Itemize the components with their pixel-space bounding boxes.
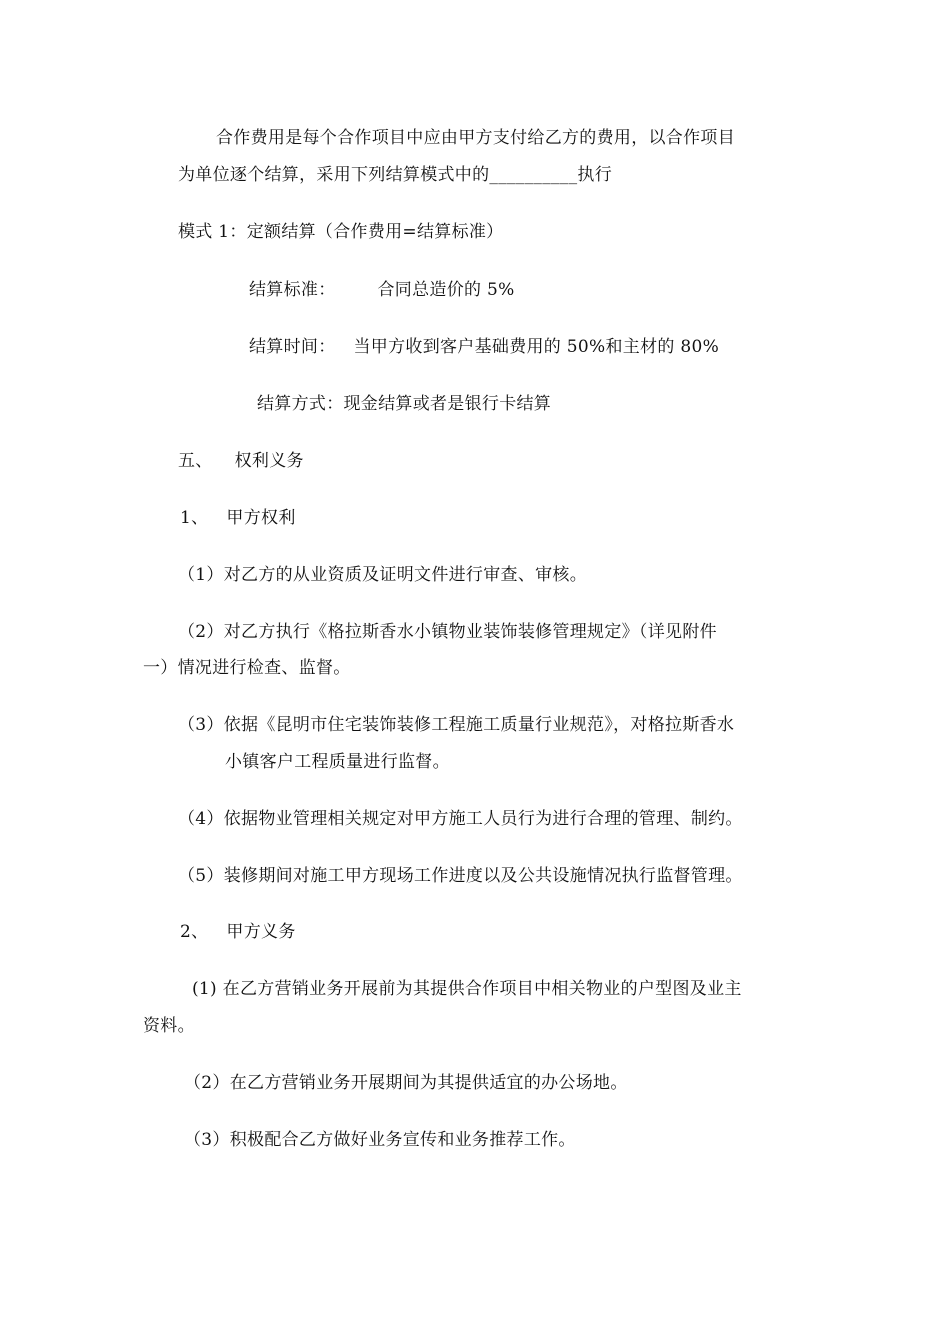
- section-number: 五、: [178, 451, 213, 471]
- list-item: (1) 在乙方营销业务开展前为其提供合作项目中相关物业的户型图及业主: [192, 979, 742, 999]
- method-row: 结算方式：现金结算或者是银行卡结算: [257, 394, 552, 414]
- subsection-number: 1、: [180, 508, 209, 528]
- list-item: （2）对乙方执行《格拉斯香水小镇物业装饰装修管理规定》（详见附件: [178, 622, 717, 642]
- subsection-title: 甲方义务: [226, 922, 296, 942]
- list-item: （3）积极配合乙方做好业务宣传和业务推荐工作。: [184, 1130, 576, 1150]
- section-title: 权利义务: [234, 451, 304, 471]
- list-item-continuation: 一）情况进行检查、监督。: [143, 658, 351, 678]
- subsection-title: 甲方权利: [226, 508, 296, 528]
- list-item: （4）依据物业管理相关规定对甲方施工人员行为进行合理的管理、制约。: [178, 809, 743, 829]
- list-item: （1）对乙方的从业资质及证明文件进行审查、审核。: [178, 565, 588, 585]
- list-item: （5）装修期间对施工甲方现场工作进度以及公共设施情况执行监督管理。: [178, 866, 743, 886]
- list-item: （3）依据《昆明市住宅装饰装修工程施工质量行业规范》，对格拉斯香水: [178, 715, 735, 735]
- list-item: （2）在乙方营销业务开展期间为其提供适宜的办公场地。: [184, 1073, 628, 1093]
- paragraph-line: 合作费用是每个合作项目中应由甲方支付给乙方的费用，以合作项目: [216, 128, 735, 148]
- paragraph-line: 为单位逐个结算，采用下列结算模式中的__________执行: [178, 165, 612, 185]
- list-item-continuation: 资料。: [143, 1016, 195, 1036]
- time-label: 结算时间：: [249, 337, 336, 357]
- list-item-continuation: 小镇客户工程质量进行监督。: [225, 752, 450, 772]
- standard-row: [249, 278, 515, 302]
- subsection-number: 2、: [180, 922, 209, 942]
- section-heading: [178, 449, 304, 473]
- mode-heading: 模式 1：定额结算（合作费用=结算标准）: [178, 222, 504, 242]
- subsection-heading: [180, 506, 296, 530]
- standard-label: 结算标准：: [249, 280, 336, 300]
- time-value: 当甲方收到客户基础费用的 50%和主材的 80%: [353, 337, 720, 357]
- standard-value: 合同总造价的 5%: [377, 280, 515, 300]
- subsection-heading: [180, 920, 296, 944]
- time-row: [249, 335, 719, 359]
